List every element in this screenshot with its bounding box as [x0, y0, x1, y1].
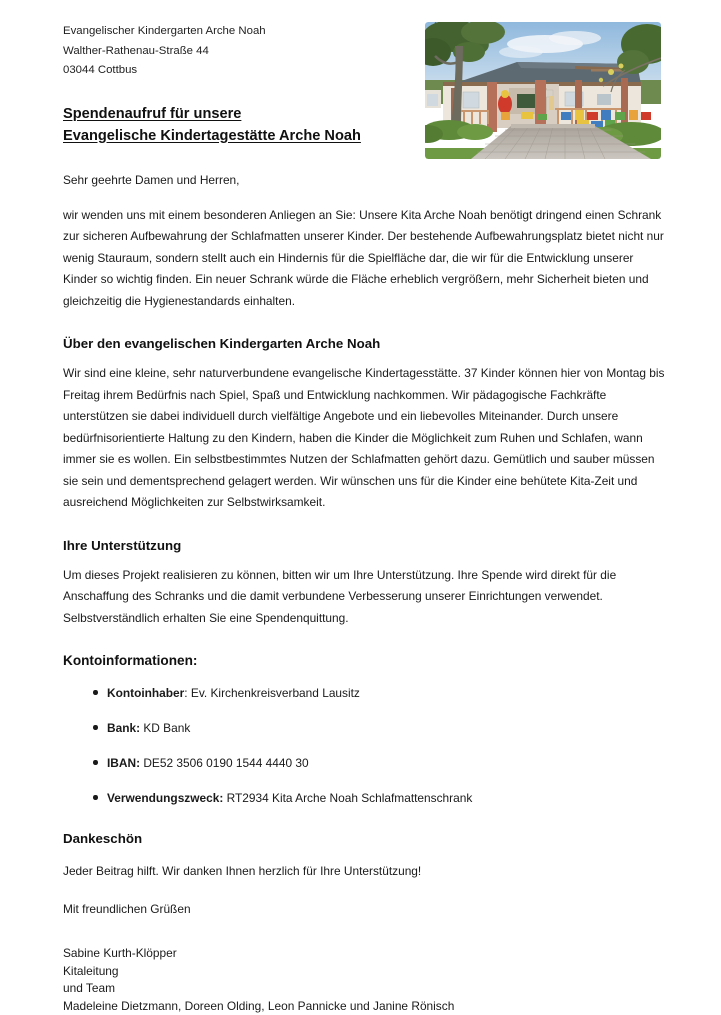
about-paragraph: Wir sind eine kleine, sehr naturverbundene evangelische Kindertagesstätte. 37 Kinder können hier von Montag bis Freitag ihrem Bedürfnis nach Spiel, Spaß und Entwicklung nachkommen. Wir pädagogische Fachkräfte unterstützen sie dabei individuell durch vielfältige Angebote und ein liebevolles Miteinander. Durch unsere bedürfnisorientierte Haltung zu den Kindern, haben die Kinder die Möglichkeit zum Ruhen und Schlafen, wann immer sie es wollen. Ein selbstbestimmtes Nutzen der Schlafmatten gehört dazu. Gemütlich und sauber müssen sie sein und dementsprechend gelagert werden. Wir wünschen uns für die Kinder eine behütete Kita-Zeit und ausreichend Möglichkeiten zur Selbstwirksamkeit.: [63, 363, 671, 514]
sender-line-street: Walther-Rathenau-Straße 44: [63, 42, 413, 62]
bullet-icon: [93, 795, 98, 800]
list-item: [63, 719, 671, 737]
list-item: [63, 754, 671, 772]
bullet-icon: [93, 690, 98, 695]
document-content: [63, 22, 671, 1015]
account-item-separator: :: [184, 686, 191, 700]
account-item-value: RT2934 Kita Arche Noah Schlafmattenschrank: [227, 791, 473, 805]
list-item: [63, 789, 671, 807]
account-information-list: [63, 684, 671, 807]
closing-regards: Mit freundlichen Grüßen: [63, 900, 671, 919]
thanks-paragraph: Jeder Beitrag hilft. Wir danken Ihnen herzlich für Ihre Unterstützung!: [63, 862, 671, 881]
signature-role: Kitaleitung: [63, 963, 671, 981]
account-item-label: Bank:: [107, 721, 140, 735]
account-item-label: Kontoinhaber: [107, 686, 184, 700]
account-item-value: KD Bank: [143, 721, 190, 735]
signature-name: Sabine Kurth-Klöpper: [63, 945, 671, 963]
signature-team-label: und Team: [63, 980, 671, 998]
sender-line-organisation: Evangelischer Kindergarten Arche Noah: [63, 22, 413, 42]
bullet-icon: [93, 760, 98, 765]
signature-team-members: Madeleine Dietzmann, Doreen Olding, Leon Pannicke und Janine Rönisch: [63, 998, 671, 1015]
sender-address-block: [63, 22, 413, 81]
support-heading: Ihre Unterstützung: [63, 536, 671, 556]
account-item-value: DE52 3506 0190 1544 4440 30: [143, 756, 308, 770]
bullet-icon: [93, 725, 98, 730]
page-title-line-1: Spendenaufruf für unsere: [63, 103, 241, 125]
sender-line-city: 03044 Cottbus: [63, 61, 413, 81]
about-heading: Über den evangelischen Kindergarten Arche Noah: [63, 334, 671, 354]
account-item-value: Ev. Kirchenkreisverband Lausitz: [191, 686, 360, 700]
page-title: [63, 103, 423, 147]
page-title-line-2: Evangelische Kindertagestätte Arche Noah: [63, 125, 361, 147]
thanks-heading: Dankeschön: [63, 829, 671, 849]
signature-block: [63, 945, 671, 1015]
list-item: [63, 684, 671, 702]
account-item-label: Verwendungszweck:: [107, 791, 223, 805]
account-item-label: IBAN:: [107, 756, 140, 770]
salutation: Sehr geehrte Damen und Herren,: [63, 171, 671, 190]
intro-paragraph: wir wenden uns mit einem besonderen Anliegen an Sie: Unsere Kita Arche Noah benötigt dringend einen Schrank zur sicheren Aufbewahrung der Schlafmatten unserer Kinder. Der bestehende Aufbewahrungsplatz bietet nicht nur wenig Stauraum, sondern stellt auch ein Hindernis für die Spielfläche dar, die wir für die Entwicklung unserer Kinder so wichtig finden. Ein neuer Schrank würde die Fläche erheblich vergrößern, mehr Sicherheit bieten und gleichzeitig die Hygienestandards einhalten.: [63, 205, 671, 313]
support-paragraph: Um dieses Projekt realisieren zu können, bitten wir um Ihre Unterstützung. Ihre Spende wird direkt für die Anschaffung des Schranks und die damit verbundene Verbesserung unserer Einrichtungen verwendet. Selbstverständlich erhalten Sie eine Spendenquittung.: [63, 565, 671, 630]
account-information-heading: Kontoinformationen:: [63, 651, 671, 671]
